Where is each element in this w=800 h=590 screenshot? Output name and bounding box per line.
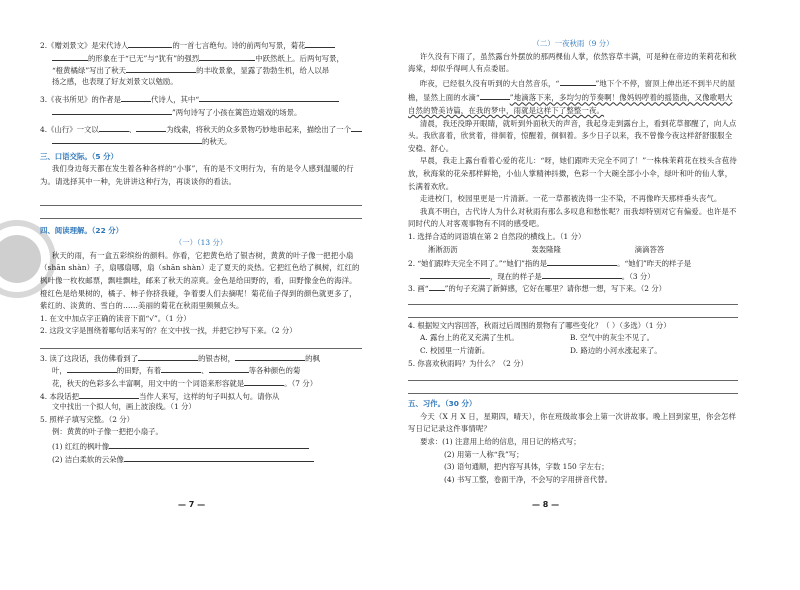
answer-blank[interactable] <box>121 92 151 102</box>
passage-q5: 5. 照样子填写完整。（2 分） <box>40 414 135 424</box>
q2-line3: “橙黄橘绿”写出了秋天 的丰收景象，显露了勃勃生机，给人以昂 <box>40 63 362 76</box>
option: 滴滴答答 <box>634 244 665 254</box>
answer-blank[interactable] <box>109 439 309 449</box>
passage-q3-line1: 3. 读了这段话，我仿佛看到了 的银杏树， 的枫 <box>40 351 362 364</box>
q4-line2: 的秋天。 <box>40 134 362 147</box>
passage-1-title: （一）（13 分） <box>174 238 228 248</box>
answer-blank[interactable] <box>52 51 88 61</box>
reading-q4-options-row1 <box>408 332 738 345</box>
answer-blank[interactable] <box>52 105 172 115</box>
passage-2-title: （二）一夜秋雨（9 分） <box>532 39 614 48</box>
left-column <box>40 38 362 464</box>
answer-blank[interactable] <box>547 256 617 266</box>
passage-2-para2: 昨夜，已经很久没有听到的大自然音乐，“ ”地下个不停，窗顶上伸出还不到半尺的屋檐，显然上面的水滴“ ”地滴落下来，多均匀的节奏啊！像妈妈哼着的摇篮曲，又像歌唱大自然的赞美诗篇，在我的梦中，雨就是这样下了整整一夜。 <box>408 76 738 118</box>
answer-blank[interactable] <box>126 63 196 73</box>
passage-2-para1: 许久没有下雨了，虽然露台外摆放的那两棵仙人掌，依然容草丰满，可是种在帝边的茉莉花和秋海棠，却似乎得呵人有点委屈。 <box>408 51 737 74</box>
answer-blank[interactable] <box>480 90 510 100</box>
passage-1-text: 秋天的雨，有一盒五彩缤纷的颜料。你看，它把黄色给了银杏树，黄黄的叶子像一把把小扇（shān shàn）子，扇哪扇哪，扇（shān shàn）走了夏天的炎热。它把红色给了枫树，红红的枫叶像一枚枚邮票，飘哇飘哇，邮来了秋天的凉爽。金色是给田野的，看，田野像金色的海洋。橙红色是给果树的，橘子、柿子你挤我碰，争着要人们去摘呢！菊花仙子得到的颜色就更多了，紫红的、淡黄的、雪白的……美丽的菊花在秋雨里频频点头。 <box>40 250 360 311</box>
answer-blank[interactable] <box>209 363 249 373</box>
passage-q5-example: 例：黄黄的叶子像一把把小扇子。 <box>52 427 163 437</box>
passage-2-para5: 走进校门，校园里更是一片清新。一花一草都被洗得一尘不染，不再像昨天那样垂头丧气。 <box>419 194 722 204</box>
answer-blank[interactable] <box>199 51 255 61</box>
answer-line[interactable] <box>40 338 362 349</box>
writing-requirement-4: (4) 书写工整，卷面干净，不会写的字用拼音代替。 <box>444 474 613 484</box>
answer-line[interactable] <box>408 383 738 394</box>
reading-q3: 3. 画“ ”的句子充满了新鲜感，它好在哪里？请你想一想，写下来。（2 分） <box>408 281 738 294</box>
section-3-prompt: 我们身边每天都在发生着各种各样的“小事”，有的是不文明行为，有的是令人感到温暖的行为。请选择其中一种，先讲讲这种行为，再谈谈你的看法。 <box>40 164 354 186</box>
passage-q4-line2: 文中找出一个拟人句，画上波浪线。（1 分） <box>52 402 196 412</box>
q2-line2: 的形象在于“已无”与“犹有”的强烈 中跃然纸上。后两句写景， <box>40 51 362 64</box>
q3-line1: 3.《夜书所见》的作者是 代诗人，其中“ <box>40 92 362 105</box>
writing-requirement-1: 要求：(1) 注意用上给的信息，用日记的格式写； <box>420 437 581 447</box>
answer-line[interactable] <box>408 307 738 318</box>
passage-q5-item2: (2) 洁白柔软的云朵像 <box>40 452 362 465</box>
passage-q2: 2. 这段文字是围绕着哪句话来写的？在文中找一找，并把它抄写下来。（2 分） <box>40 326 297 336</box>
answer-blank[interactable] <box>542 269 622 279</box>
answer-blank[interactable] <box>79 389 139 399</box>
section-3-title: 三、口语交际。（5 分） <box>40 151 118 161</box>
q2-line4: 扬之感，也表现了好友刘景文以勉励。 <box>52 76 178 86</box>
answer-blank[interactable] <box>420 269 490 279</box>
option: 淅淅沥沥 <box>428 244 458 254</box>
answer-blank[interactable] <box>136 122 166 132</box>
answer-line[interactable] <box>40 208 362 219</box>
reading-q1-options <box>408 244 738 257</box>
right-column <box>408 38 738 486</box>
wavy-mark <box>429 281 445 291</box>
answer-blank[interactable] <box>67 363 117 373</box>
writing-prompt: 今天（X 月 X 日，星期四，晴天），你在班级故事会上第一次讲故事。晚上回到家里，你会怎样写日记记录这件事情呢？ <box>408 411 737 434</box>
option: 轰轰隆隆 <box>531 244 561 254</box>
passage-q4-line1: 4. 本段话把 当作人来写，这样的句子叫拟人句。请你从 <box>40 389 362 402</box>
answer-line[interactable] <box>40 195 362 206</box>
answer-blank[interactable] <box>235 351 305 361</box>
option[interactable]: C. 校园里一片清新。 <box>420 346 490 356</box>
answer-blank[interactable] <box>351 122 362 132</box>
q2-line1: 2.《赠刘景文》是宋代诗人 的一首七言绝句。诗的前两句写景，菊花 <box>40 38 362 51</box>
answer-blank[interactable] <box>52 134 202 144</box>
reading-q2-line2: ，现在的样子是 。（3 分） <box>408 269 738 282</box>
answer-blank[interactable] <box>99 122 129 132</box>
reading-q4-options-row2 <box>408 345 738 358</box>
right-page <box>400 0 800 590</box>
answer-blank[interactable] <box>244 376 284 386</box>
answer-blank[interactable] <box>124 452 314 462</box>
passage-q3-line2: 叶， 的田野，有着 、 等各种颜色的菊 <box>40 363 362 376</box>
answer-line[interactable] <box>408 370 738 381</box>
option[interactable]: D. 路边的小河水涨起来了。 <box>570 346 662 356</box>
passage-2-para4: 早晨，我走上露台看着心爱的花儿：“呀，她们跟昨天完全不同了！”一株株茉莉花在枝头含苞待放，秋海棠的花朵那样鲜艳，小仙人掌精神抖擞，色彩一个大碗全部小小伞，绿叶和叶的仙人掌，长满着欢欣。 <box>408 156 737 191</box>
page-number-left: — 7 — <box>178 500 206 509</box>
answer-blank[interactable] <box>560 76 596 86</box>
reading-q4: 4. 根据短文内容回答，秋雨过后周围的景物有了哪些变化？（ ）（多选）（1 分） <box>408 320 671 330</box>
answer-blank[interactable] <box>161 363 201 373</box>
writing-requirement-2: (2) 用第一人称“我”写； <box>444 449 524 459</box>
answer-blank[interactable] <box>199 92 339 102</box>
reading-q2-line1: 2. “她们跟昨天完全不同了。”“她们”指的是 。“她们”昨天的样子是 <box>408 256 738 269</box>
section-4-title: 四、阅读理解。（22 分） <box>40 225 124 235</box>
reading-q1: 1. 选择合适的词语填在第 2 自然段的横线上。（1 分） <box>408 231 586 241</box>
passage-2-para6: 我真不明白，古代诗人为什么对秋雨有那么多叹息和愁怅呢？而我却特别对它有偏爱。也许是不同时代的人对客观事物有不同的感受吧。 <box>408 206 737 229</box>
passage-2-para3: 清晨，我还没睁开眼睛，就听到外面秋天的声音，我起身走到露台上，看到花草都醒了，向人点头。我欣喜着，欣赏着，徘徊着，惊醒着，徊徊着。多少日子以来，我不曾像今夜这样舒舒服服全安稳、舒心。 <box>408 118 737 153</box>
q4-line1: 4.《山行》一文以 、 为线索，将秋天的众多景物巧妙地串起来，描绘出了一个 <box>40 122 362 135</box>
page-number-right: — 8 — <box>532 500 560 509</box>
answer-blank[interactable] <box>305 38 335 48</box>
reading-q5: 5. 你喜欢秋雨吗？为什么？（2 分） <box>408 358 528 368</box>
answer-blank[interactable] <box>128 38 172 48</box>
option[interactable]: B. 空气中的灰尘不见了。 <box>570 333 655 343</box>
answer-line[interactable] <box>408 294 738 305</box>
writing-requirement-3: (3) 语句通顺，把内容写具体，字数 150 字左右； <box>444 462 609 472</box>
passage-q3-line3: 花，秋天的色彩多么丰富啊，用文中的一个词语来形容就是 。（7 分） <box>40 376 362 389</box>
section-5-title: 五、习作。（30 分） <box>408 399 477 409</box>
passage-q5-item1: (1) 红红的枫叶像 <box>40 439 362 452</box>
answer-blank[interactable] <box>138 351 198 361</box>
option[interactable]: A. 露台上的花叉充满了生机。 <box>420 333 519 343</box>
passage-q1: 1. 在文中加点字正确的读音下面“√”。（1 分） <box>40 313 191 323</box>
q3-line2: ”两句诗写了小孩在篱笆边嬉戏的场景。 <box>40 105 362 118</box>
